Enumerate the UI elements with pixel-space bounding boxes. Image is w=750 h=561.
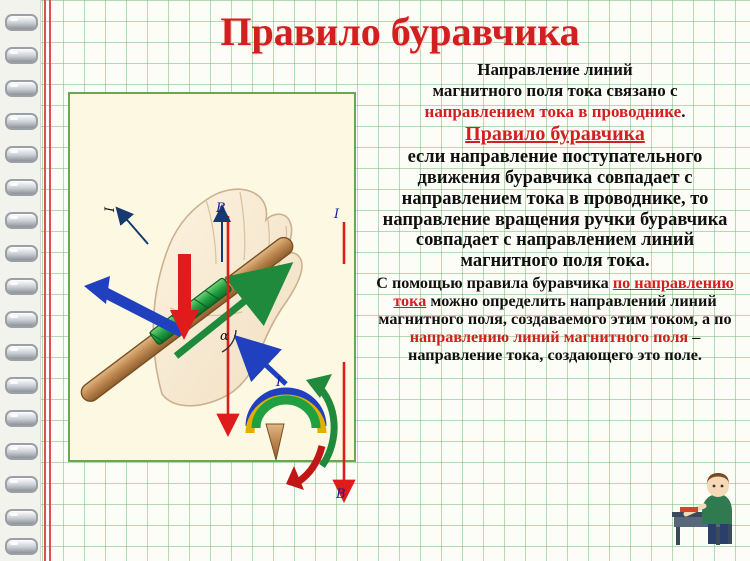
spiral-ring <box>5 509 38 526</box>
spiral-ring <box>5 443 38 460</box>
closing-underlined: по направлению тока <box>393 273 734 310</box>
spiral-ring <box>5 146 38 163</box>
spiral-ring <box>5 344 38 361</box>
spiral-ring <box>5 245 38 262</box>
spiral-ring <box>5 212 38 229</box>
gimlet-handle-loop <box>250 392 322 433</box>
spiral-ring <box>5 311 38 328</box>
margin-rule-line <box>49 0 51 561</box>
pupil-at-desk-illustration <box>672 462 744 548</box>
svg-text:I: I <box>276 375 282 390</box>
closing-part-3: – направление тока, создающего это поле. <box>408 328 702 365</box>
intro-line-3 <box>368 102 742 121</box>
spiral-ring <box>5 476 38 493</box>
intro-line-2: магнитного поля тока связано с <box>432 81 678 101</box>
gimlet-handle-tip <box>266 424 284 460</box>
figure-gimlet-rule <box>68 92 356 502</box>
intro-line-1: Направление линий <box>477 60 633 79</box>
spiral-binding <box>0 0 41 561</box>
page-title: Правило буравчика <box>220 9 580 54</box>
spiral-ring <box>5 80 38 97</box>
rule-body: если направление поступательного движения буравчика совпадает с направлением тока в проводнике, то направление вращения ручки буравчика совпадает с направлением линий магнитного поля тока. <box>382 147 728 272</box>
closing-paragraph <box>368 274 742 365</box>
margin-rule-line <box>44 0 46 561</box>
spiral-ring <box>5 410 38 427</box>
spiral-ring <box>5 113 38 130</box>
spiral-ring <box>5 179 38 196</box>
spiral-ring <box>5 14 38 31</box>
svg-text:B: B <box>216 201 226 216</box>
svg-text:I: I <box>103 206 118 212</box>
intro-line-3-tail: . <box>681 102 686 122</box>
svg-text:α: α <box>220 329 229 344</box>
spiral-ring <box>5 278 38 295</box>
lesson-text-column <box>368 60 742 367</box>
rotation-arrow-red <box>286 446 322 490</box>
pupil-shirt <box>702 494 732 524</box>
spiral-ring <box>5 538 38 555</box>
spiral-ring <box>5 377 38 394</box>
closing-part-2: можно определить направлений линий магнитного поля, создаваемого этим током, а по <box>378 291 732 329</box>
closing-red: направлению линий магнитного поля <box>409 328 689 347</box>
svg-text:B: B <box>336 487 346 502</box>
spiral-ring <box>5 47 38 64</box>
svg-text:I: I <box>334 207 340 222</box>
rule-heading: Правило буравчика <box>465 123 645 146</box>
intro-line-3-red: направлением тока в проводнике <box>424 102 682 122</box>
book <box>680 507 698 512</box>
closing-part-1: С помощью правила буравчика <box>376 273 613 292</box>
